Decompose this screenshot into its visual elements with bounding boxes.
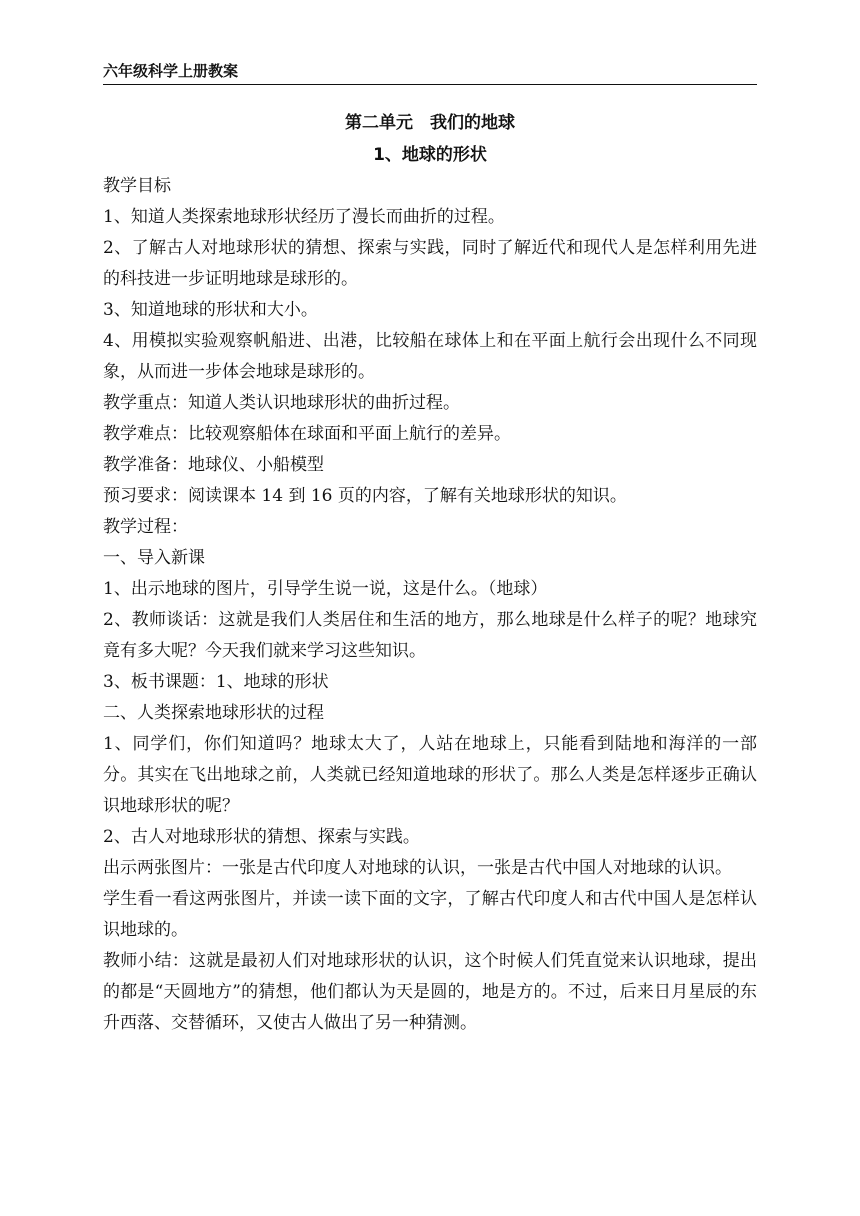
paragraph: 学生看一看这两张图片，并读一读下面的文字，了解古代印度人和古代中国人是怎样认识地球的。 xyxy=(103,889,757,940)
paragraph: 教学重点：知道人类认识地球形状的曲折过程。 xyxy=(103,393,460,413)
paragraph: 预习要求：阅读课本 14 到 16 页的内容，了解有关地球形状的知识。 xyxy=(103,486,627,506)
paragraph: 4、用模拟实验观察帆船进、出港，比较船在球体上和在平面上航行会出现什么不同现象，从而进一步体会地球是球形的。 xyxy=(103,331,757,382)
paragraph: 教学难点：比较观察船体在球面和平面上航行的差异。 xyxy=(103,424,511,444)
paragraph: 出示两张图片：一张是古代印度人对地球的认识，一张是古代中国人对地球的认识。 xyxy=(103,858,732,878)
document-page xyxy=(103,58,757,1039)
paragraph: 教师小结：这就是最初人们对地球形状的认识，这个时候人们凭直觉来认识地球，提出的都是“天圆地方”的猜想，他们都认为天是圆的，地是方的。不过，后来日月星辰的东升西落、交替循环，又使古人做出了另一种猜测。 xyxy=(103,951,757,1033)
unit-title: 第二单元 我们的地球 xyxy=(345,113,515,133)
paragraph: 教学过程： xyxy=(103,517,188,537)
paragraph: 1、同学们，你们知道吗？地球太大了，人站在地球上，只能看到陆地和海洋的一部分。其实在飞出地球之前，人类就已经知道地球的形状了。那么人类是怎样逐步正确认识地球形状的呢？ xyxy=(103,734,757,816)
body-text xyxy=(103,171,757,1039)
paragraph: 2、了解古人对地球形状的猜想、探索与实践，同时了解近代和现代人是怎样利用先进的科技进一步证明地球是球形的。 xyxy=(103,238,757,289)
paragraph: 1、知道人类探索地球形状经历了漫长而曲折的过程。 xyxy=(103,207,505,227)
paragraph: 二、人类探索地球形状的过程 xyxy=(103,703,324,723)
paragraph: 1、出示地球的图片，引导学生说一说，这是什么。（地球） xyxy=(103,579,548,599)
paragraph: 3、板书课题：1、地球的形状 xyxy=(103,672,329,692)
lesson-title: 1、地球的形状 xyxy=(373,145,487,165)
paragraph: 教学准备：地球仪、小船模型 xyxy=(103,455,324,475)
paragraph: 2、古人对地球形状的猜想、探索与实践。 xyxy=(103,827,420,847)
paragraph: 教学目标 xyxy=(103,176,171,196)
running-header: 六年级科学上册教案 xyxy=(103,58,757,85)
paragraph: 3、知道地球的形状和大小。 xyxy=(103,300,318,320)
paragraph: 2、教师谈话：这就是我们人类居住和生活的地方，那么地球是什么样子的呢？地球究竟有多大呢？今天我们就来学习这些知识。 xyxy=(103,610,757,661)
paragraph: 一、导入新课 xyxy=(103,548,205,568)
